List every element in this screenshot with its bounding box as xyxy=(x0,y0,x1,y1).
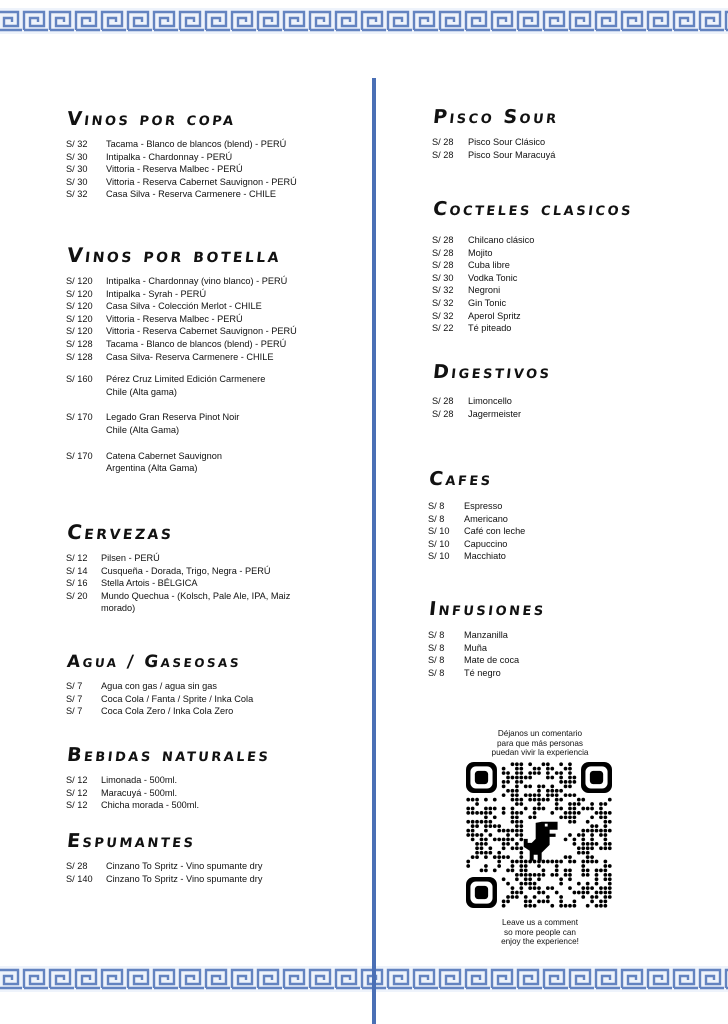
item-name: Americano xyxy=(464,513,508,524)
qr-caption-es xyxy=(470,729,610,758)
menu-item xyxy=(66,590,331,615)
menu-item xyxy=(428,654,708,667)
menu-item xyxy=(66,325,356,338)
item-price: S/ 28 xyxy=(432,408,454,419)
item-price: S/ 28 xyxy=(432,137,454,147)
item-name: Casa Silva - Colección Merlot - CHILE xyxy=(106,301,262,312)
item-name: Agua con gas / agua sin gas xyxy=(101,681,217,691)
menu-item xyxy=(66,313,356,326)
menu-item xyxy=(432,247,712,260)
item-name: Coca Cola Zero / Inka Cola Zero xyxy=(101,706,234,717)
item-name: Vodka Tonic xyxy=(468,272,518,283)
item-name: Coca Cola / Fanta / Sprite / Inka Cola xyxy=(101,693,254,704)
item-name xyxy=(106,411,356,436)
item-name: Espresso xyxy=(464,501,503,511)
item-price: S/ 20 xyxy=(66,590,88,601)
item-price: S/ 7 xyxy=(66,693,83,704)
section-pisco-sour xyxy=(432,106,712,161)
section-vinos-copa xyxy=(66,108,356,201)
item-name: Chicha morada - 500ml. xyxy=(101,800,200,811)
menu-item xyxy=(66,188,356,201)
menu-item xyxy=(66,787,356,800)
menu-item xyxy=(66,577,331,590)
item-name-main: Legado Gran Reserva Pinot Noir xyxy=(106,412,240,423)
menu-item xyxy=(428,500,708,513)
menu-item xyxy=(66,705,356,718)
section-bebidas-naturales xyxy=(66,744,356,812)
item-price: S/ 10 xyxy=(428,526,450,537)
menu-item xyxy=(428,642,708,655)
item-origin: Argentina (Alta Gama) xyxy=(106,463,198,474)
item-name: Vittoria - Reserva Malbec - PERÚ xyxy=(106,313,243,324)
item-list xyxy=(432,136,712,161)
column-divider xyxy=(372,78,376,1024)
item-price: S/ 8 xyxy=(428,513,445,524)
item-price: S/ 170 xyxy=(66,450,93,461)
item-name: Tacama - Blanco de blancos (blend) - PERÚ xyxy=(106,338,287,349)
item-name: Limoncello xyxy=(468,396,512,406)
menu-item xyxy=(428,513,708,526)
menu-item xyxy=(66,799,356,812)
item-price: S/ 28 xyxy=(432,396,454,406)
item-name: Casa Silva- Reserva Carmenere - CHILE xyxy=(106,351,274,362)
qr-caption-line: para que más personas xyxy=(496,738,584,748)
item-price: S/ 32 xyxy=(66,139,88,149)
item-list xyxy=(66,138,356,201)
section-cervezas xyxy=(66,520,331,615)
item-name: Intipalka - Chardonnay - PERÚ xyxy=(106,151,233,162)
item-name: Capuccino xyxy=(464,538,508,549)
item-price: S/ 170 xyxy=(66,412,93,423)
menu-item xyxy=(66,774,356,787)
item-price: S/ 14 xyxy=(66,565,88,576)
item-name: Manzanilla xyxy=(464,630,508,640)
menu-item xyxy=(432,408,712,421)
item-name: Intipalka - Syrah - PERÚ xyxy=(106,288,207,299)
item-price: S/ 28 xyxy=(66,861,88,871)
item-price: S/ 32 xyxy=(66,189,88,200)
qr-caption-line: puedan vivir la experiencia xyxy=(491,748,589,757)
item-price: S/ 30 xyxy=(66,176,88,187)
item-price: S/ 30 xyxy=(432,272,454,283)
qr-caption-line: Déjanos un comentario xyxy=(497,729,583,738)
item-name: Vittoria - Reserva Cabernet Sauvignon - PERÚ xyxy=(106,326,297,337)
item-price: S/ 128 xyxy=(66,338,93,349)
section-title: Agua / Gaseosas xyxy=(66,652,243,672)
qr-caption-line: so more people can xyxy=(504,927,576,937)
menu-item xyxy=(66,680,356,693)
item-list xyxy=(66,552,331,615)
section-title: Vinos por copa xyxy=(66,108,237,130)
item-name: Vittoria - Reserva Malbec - PERÚ xyxy=(106,164,243,175)
item-name: Café con leche xyxy=(464,526,526,537)
item-name-main: Catena Cabernet Sauvignon xyxy=(106,450,222,461)
menu-item xyxy=(432,272,712,285)
item-price: S/ 30 xyxy=(66,164,88,175)
menu-item xyxy=(432,234,712,247)
menu-item xyxy=(66,338,356,351)
item-list xyxy=(432,395,712,420)
item-origin: Chile (Alta Gama) xyxy=(106,424,180,435)
section-title: Bebidas naturales xyxy=(66,744,272,766)
item-price: S/ 8 xyxy=(428,667,445,678)
qr-caption-line: Leave us a comment xyxy=(501,918,578,927)
item-price: S/ 8 xyxy=(428,630,445,640)
section-title: Digestivos xyxy=(432,361,553,383)
item-list xyxy=(428,629,708,679)
item-name: Vittoria - Reserva Cabernet Sauvignon - PERÚ xyxy=(106,176,297,187)
item-name: Jagermeister xyxy=(468,408,522,419)
menu-item xyxy=(66,163,356,176)
menu-item xyxy=(66,176,356,189)
item-list xyxy=(66,860,356,885)
item-name: Pisco Sour Clásico xyxy=(468,137,546,147)
item-price: S/ 28 xyxy=(432,149,454,160)
item-name: Té negro xyxy=(464,667,501,678)
item-price: S/ 12 xyxy=(66,553,88,563)
menu-item xyxy=(432,149,712,162)
menu-item xyxy=(432,284,712,297)
menu-item xyxy=(66,138,356,151)
menu-item xyxy=(432,259,712,272)
item-name: Mate de coca xyxy=(464,655,520,666)
item-name xyxy=(106,450,356,475)
menu-item xyxy=(432,322,712,335)
item-list xyxy=(66,680,356,718)
item-price: S/ 7 xyxy=(66,681,83,691)
item-name: Gin Tonic xyxy=(468,297,507,308)
section-cocteles xyxy=(432,198,712,335)
menu-item xyxy=(432,297,712,310)
qr-caption-en xyxy=(470,918,610,947)
item-list xyxy=(66,275,356,475)
item-name: Macchiato xyxy=(464,551,506,562)
section-espumantes xyxy=(66,830,356,885)
item-price: S/ 10 xyxy=(428,538,450,549)
item-name: Pisco Sour Maracuyá xyxy=(468,149,556,160)
item-price: S/ 160 xyxy=(66,374,93,385)
item-name: Casa Silva - Reserva Carmenere - CHILE xyxy=(106,189,277,200)
menu-item xyxy=(66,351,356,364)
menu-item xyxy=(66,693,356,706)
section-agua-gaseosas xyxy=(66,652,356,718)
item-price: S/ 120 xyxy=(66,276,93,286)
item-price: S/ 8 xyxy=(428,655,445,666)
item-price: S/ 28 xyxy=(432,235,454,245)
item-name: Limonada - 500ml. xyxy=(101,775,178,785)
item-price: S/ 28 xyxy=(432,247,454,258)
menu-item xyxy=(66,151,356,164)
item-price: S/ 32 xyxy=(432,297,454,308)
menu-item xyxy=(66,552,331,565)
item-price: S/ 10 xyxy=(428,551,450,562)
item-name: Intipalka - Chardonnay (vino blanco) - PERÚ xyxy=(106,276,288,286)
qr-code[interactable] xyxy=(466,762,612,910)
item-price: S/ 7 xyxy=(66,706,83,717)
item-name: Cinzano To Spritz - Vino spumante dry xyxy=(106,873,263,884)
item-name: Mundo Quechua - (Kolsch, Pale Ale, IPA, Maiz morado) xyxy=(101,590,291,614)
section-vinos-botella xyxy=(66,243,356,475)
menu-item xyxy=(432,395,712,408)
item-name: Aperol Spritz xyxy=(468,310,521,321)
section-title: Infusiones xyxy=(428,598,548,620)
item-name xyxy=(106,373,356,398)
item-price: S/ 32 xyxy=(432,310,454,321)
section-title: Vinos por botella xyxy=(66,243,283,267)
menu-item xyxy=(66,300,356,313)
item-price: S/ 12 xyxy=(66,775,88,785)
item-price: S/ 128 xyxy=(66,351,93,362)
item-price: S/ 12 xyxy=(66,787,88,798)
item-origin: Chile (Alta gama) xyxy=(106,386,177,397)
menu-item xyxy=(428,629,708,642)
item-price: S/ 120 xyxy=(66,288,93,299)
menu-item xyxy=(432,136,712,149)
item-name: Maracuyá - 500ml. xyxy=(101,787,178,798)
item-name: Muña xyxy=(464,642,487,653)
section-cafes xyxy=(428,468,708,563)
item-price: S/ 120 xyxy=(66,313,93,324)
section-title: Pisco Sour xyxy=(432,106,560,128)
item-price: S/ 140 xyxy=(66,873,93,884)
menu-item xyxy=(66,565,331,578)
item-name: Té piteado xyxy=(468,323,512,334)
menu-item xyxy=(66,275,356,288)
item-price: S/ 8 xyxy=(428,501,445,511)
menu-item xyxy=(428,550,708,563)
item-price: S/ 120 xyxy=(66,326,93,337)
menu-item-premium xyxy=(66,411,356,436)
menu-item xyxy=(428,525,708,538)
menu-item xyxy=(66,288,356,301)
item-name: Mojito xyxy=(468,247,493,258)
item-list xyxy=(428,500,708,563)
section-digestivos xyxy=(432,361,712,420)
item-name-main: Pérez Cruz Limited Edición Carmenere xyxy=(106,374,266,385)
menu-item xyxy=(428,667,708,680)
menu-item xyxy=(432,310,712,323)
greek-key-border-bottom xyxy=(0,966,728,992)
section-title: Cocteles clasicos xyxy=(432,198,635,220)
greek-key-border-top xyxy=(0,8,728,34)
menu-item-premium xyxy=(66,373,356,398)
item-price: S/ 32 xyxy=(432,285,454,296)
menu-item-premium xyxy=(66,450,356,475)
item-name: Chilcano clásico xyxy=(468,235,535,245)
section-title: Cafes xyxy=(428,468,494,490)
item-price: S/ 16 xyxy=(66,578,88,589)
item-price: S/ 8 xyxy=(428,642,445,653)
menu-item xyxy=(66,873,356,886)
item-list xyxy=(432,234,712,335)
item-name: Cuba libre xyxy=(468,260,510,271)
item-name: Cusqueña - Dorada, Trigo, Negra - PERÚ xyxy=(101,565,271,576)
item-name: Stella Artois - BÉLGICA xyxy=(101,578,198,589)
section-title: Cervezas xyxy=(66,520,176,544)
item-price: S/ 120 xyxy=(66,301,93,312)
item-name: Cinzano To Spritz - Vino spumante dry xyxy=(106,861,263,871)
item-list xyxy=(66,774,356,812)
qr-caption-line: enjoy the experience! xyxy=(501,937,579,946)
item-price: S/ 30 xyxy=(66,151,88,162)
menu-item xyxy=(428,538,708,551)
item-price: S/ 28 xyxy=(432,260,454,271)
item-name: Negroni xyxy=(468,285,501,296)
item-name: Tacama - Blanco de blancos (blend) - PERÚ xyxy=(106,139,287,149)
section-infusiones xyxy=(428,598,708,679)
item-price: S/ 22 xyxy=(432,323,454,334)
menu-item xyxy=(66,860,356,873)
item-price: S/ 12 xyxy=(66,800,88,811)
item-name: Pilsen - PERÚ xyxy=(101,553,160,563)
section-title: Espumantes xyxy=(66,830,197,852)
